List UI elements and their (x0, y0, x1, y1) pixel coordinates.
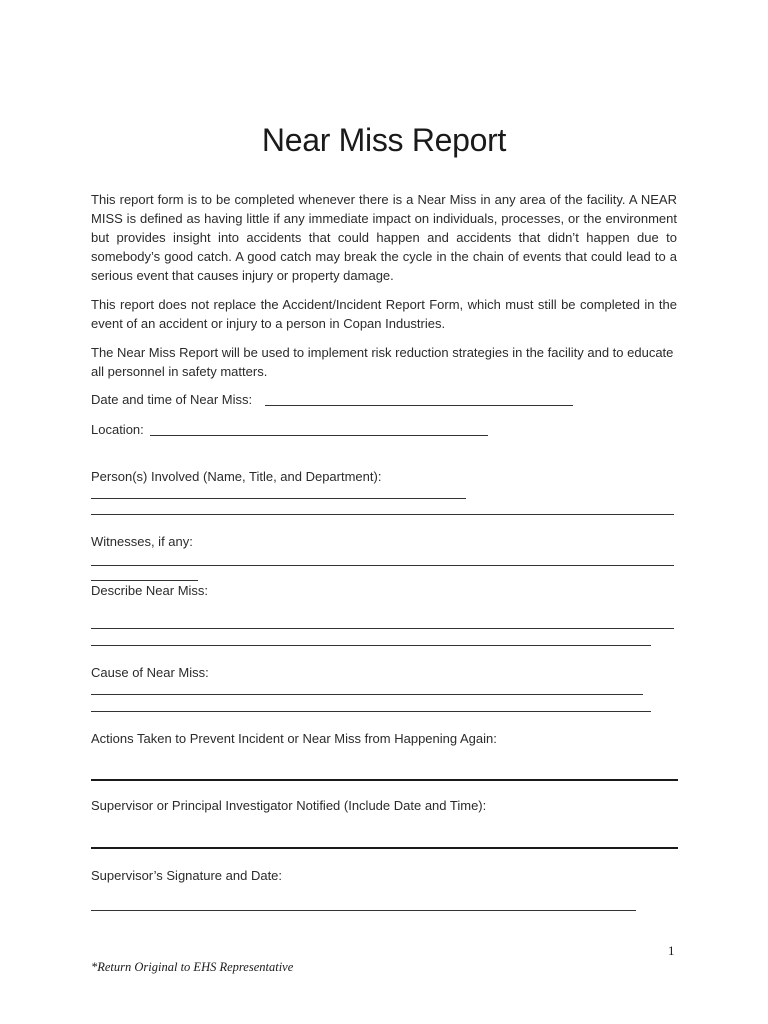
supervisor-notified-field[interactable] (91, 847, 678, 849)
describe-field-line-2[interactable] (91, 645, 651, 646)
describe-field-line-1[interactable] (91, 628, 674, 629)
cause-field-line-2[interactable] (91, 711, 651, 712)
purpose-paragraph: The Near Miss Report will be used to implement risk reduction strategies in the facility and to educate all personnel in safety matters. (91, 345, 674, 379)
cause-field-line-1[interactable] (91, 694, 643, 695)
signature-field[interactable] (91, 910, 636, 911)
supervisor-notified-label: Supervisor or Principal Investigator Notified (Include Date and Time): (91, 798, 487, 813)
date-time-field[interactable] (265, 405, 573, 406)
footnote: *Return Original to EHS Representative (91, 960, 294, 974)
location-label: Location: (91, 422, 144, 437)
page-title: Near Miss Report (261, 122, 507, 158)
cause-label: Cause of Near Miss: (91, 665, 209, 680)
replacement-paragraph: This report does not replace the Accident/Incident Report Form, which must still be completed in the event of an accident or injury to a person in Copan Industries. (91, 297, 677, 331)
actions-taken-label: Actions Taken to Prevent Incident or Near Miss from Happening Again: (91, 731, 497, 746)
describe-near-miss-label: Describe Near Miss: (91, 583, 209, 598)
persons-involved-field-line-2[interactable] (91, 514, 674, 515)
location-field[interactable] (150, 435, 488, 436)
witnesses-field-line-1[interactable] (91, 565, 674, 566)
persons-involved-label: Person(s) Involved (Name, Title, and Department): (91, 469, 382, 484)
date-time-label: Date and time of Near Miss: (91, 392, 253, 407)
persons-involved-field-line-1[interactable] (91, 498, 466, 499)
signature-label: Supervisor’s Signature and Date: (91, 868, 283, 883)
actions-taken-field[interactable] (91, 779, 678, 781)
intro-paragraph: This report form is to be completed whenever there is a Near Miss in any area of the facility. A NEAR MISS is defined as having little if any immediate impact on individuals, processes, or the environment but provides insight into accidents that could happen and accidents that didn’t happen due to somebody’s good catch. A good catch may break the cycle in the chain of events that could lead to a serious event that causes injury or property damage. (91, 192, 677, 283)
page-number: 1 (668, 943, 675, 958)
witnesses-label: Witnesses, if any: (91, 534, 193, 549)
